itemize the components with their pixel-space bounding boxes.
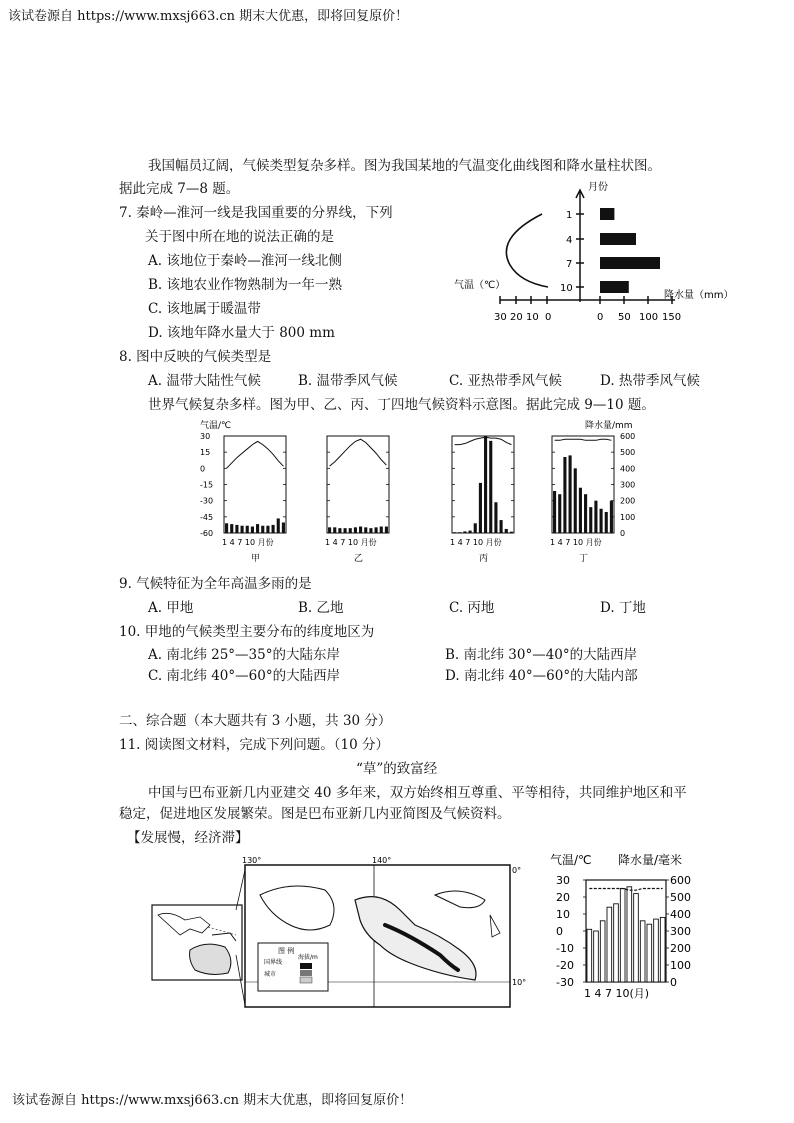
png-precip-bar — [607, 907, 612, 982]
png-temp-tick: -30 — [556, 976, 574, 989]
q8-option-b: B. 温带季风气候 — [298, 373, 398, 389]
map-lat-label: 0° — [512, 866, 522, 875]
png-precip-bar — [620, 889, 625, 983]
precip-bar — [594, 501, 597, 533]
png-precip-bar — [600, 921, 605, 982]
png-temp-tick: -10 — [556, 942, 574, 955]
map-lon-label: 140° — [372, 856, 392, 865]
png-precip-tick: 500 — [670, 891, 691, 904]
precip-bar — [354, 527, 357, 533]
png-precip-tick: 400 — [670, 908, 691, 921]
fig1-precip-bar — [600, 233, 636, 245]
precip-bar — [474, 523, 477, 533]
precip-bar — [328, 527, 331, 533]
four-temp-tick: -45 — [200, 512, 214, 522]
temp-curve — [330, 439, 387, 466]
precip-bar — [458, 532, 461, 533]
source-header: 该试卷源自 https://www.mxsj663.cn 期末大优惠，即将回复原价！ — [8, 9, 409, 24]
q9-option-b: B. 乙地 — [298, 600, 344, 616]
png-precip-bar — [647, 924, 652, 982]
q11-para-line2: 稳定，促进地区发展繁荣。图是巴布亚新几内亚简图及气候资料。 — [119, 806, 511, 822]
png-temp-tick: 20 — [556, 891, 570, 904]
four-temp-tick: -30 — [200, 496, 214, 506]
png-temp-tick: 30 — [556, 874, 570, 887]
png-precip-tick: 300 — [670, 925, 691, 938]
precip-bar — [251, 527, 254, 533]
figure-png-climograph — [548, 852, 698, 1007]
temp-curve — [555, 439, 612, 440]
fig1-month-7: 7 — [566, 259, 573, 270]
fig1-temp-tick: 0 — [545, 312, 552, 323]
fig1-month-4: 4 — [566, 235, 573, 246]
climograph-panel — [450, 436, 514, 564]
precip-bar — [600, 509, 603, 533]
precip-bar — [453, 532, 456, 533]
fig1-temp-tick: 10 — [526, 312, 539, 323]
precip-bar — [359, 527, 362, 533]
precip-bar — [246, 526, 249, 533]
precip-bar — [569, 455, 572, 533]
png-precip-tick: 0 — [670, 976, 677, 989]
precip-bar — [230, 524, 233, 533]
panel-name: 丁 — [579, 554, 589, 564]
png-precip-label: 降水量/毫米 — [618, 853, 683, 867]
four-temp-tick: 15 — [200, 448, 211, 458]
four-temp-tick: 30 — [200, 432, 211, 441]
q9-stem: 9. 气候特征为全年高温多雨的是 — [119, 576, 312, 592]
q10-option-b: B. 南北纬 30°—40°的大陆西岸 — [445, 647, 638, 663]
figure-four-climographs — [190, 418, 650, 573]
fig1-month-label: 月份 — [588, 182, 608, 193]
q7-stem-line2: 关于图中所在地的说法正确的是 — [145, 229, 334, 245]
precip-bar — [574, 468, 577, 533]
png-precip-bar — [614, 904, 619, 982]
precip-bar — [500, 520, 503, 533]
precip-bar — [344, 528, 347, 533]
four-temp-tick: -15 — [200, 480, 214, 490]
q8-stem: 8. 图中反映的气候类型是 — [119, 349, 272, 365]
fig1-month-1: 1 — [566, 210, 573, 221]
precip-bar — [369, 528, 372, 533]
panel-name: 乙 — [354, 554, 364, 564]
png-precip-bar — [654, 919, 659, 982]
map-legend-item: 城市 — [264, 971, 277, 978]
precip-bar — [338, 528, 341, 533]
fig1-precip-bar — [600, 281, 629, 293]
q8-option-a: A. 温带大陆性气候 — [148, 373, 261, 389]
map-legend-item: 国界线 — [264, 959, 283, 966]
q7-stem-line1: 7. 秦岭—淮河一线是我国重要的分界线，下列 — [119, 205, 393, 221]
precip-bar — [282, 522, 285, 533]
intro-2: 世界气候复杂多样。图为甲、乙、丙、丁四地气候资料示意图。据此完成 9—10 题。 — [148, 397, 655, 413]
panel-x-label: 1 4 7 10 月份 — [222, 538, 274, 547]
map-legend-title: 图 例 — [278, 947, 295, 955]
q11-subheading: 【发展慢，经济滞】 — [127, 830, 249, 846]
figure-png-map — [140, 855, 527, 1015]
q10-stem: 10. 甲地的气候类型主要分布的纬度地区为 — [119, 624, 375, 640]
q9-option-a: A. 甲地 — [148, 600, 194, 616]
precip-bar — [484, 436, 487, 533]
panel-x-label: 1 4 7 10 月份 — [450, 538, 502, 547]
precip-bar — [558, 494, 561, 533]
climograph-panel — [325, 436, 389, 564]
q9-option-c: C. 丙地 — [449, 600, 495, 616]
fig1-temp-tick: 20 — [510, 312, 523, 323]
fig1-precip-tick: 0 — [597, 312, 604, 323]
precip-bar — [380, 527, 383, 533]
fig1-precip-tick: 50 — [618, 312, 631, 323]
precip-bar — [505, 529, 508, 533]
climograph-panel — [222, 436, 286, 564]
temp-curve — [455, 437, 512, 445]
fig1-precip-label: 降水量（mm） — [664, 290, 734, 301]
panel-name: 丙 — [479, 554, 489, 564]
precip-bar — [349, 528, 352, 533]
precip-bar — [605, 512, 608, 533]
panel-x-label: 1 4 7 10 月份 — [550, 538, 602, 547]
q10-option-a: A. 南北纬 25°—35°的大陆东岸 — [148, 647, 340, 663]
intro-1-line2: 据此完成 7—8 题。 — [119, 181, 240, 197]
precip-bar — [385, 527, 388, 533]
q7-option-b: B. 该地农业作物熟制为一年一熟 — [148, 277, 343, 293]
q9-option-d: D. 丁地 — [600, 600, 646, 616]
fig1-temp-label: 气温（℃） — [454, 280, 506, 291]
precip-bar — [494, 502, 497, 533]
png-temp-curve — [589, 889, 662, 891]
four-temp-tick: 0 — [200, 464, 206, 474]
four-precip-tick: 400 — [620, 464, 636, 474]
temp-curve — [227, 441, 284, 468]
precip-bar — [266, 526, 269, 533]
png-temp-tick: -20 — [556, 959, 574, 972]
fig1-precip-bar — [600, 257, 660, 269]
png-precip-bar — [594, 931, 599, 982]
q10-option-c: C. 南北纬 40°—60°的大陆西岸 — [148, 668, 341, 684]
map-lon-label: 130° — [242, 856, 262, 865]
four-precip-tick: 300 — [620, 480, 636, 490]
precip-bar — [563, 457, 566, 533]
fig1-precip-tick: 100 — [639, 312, 659, 323]
png-precip-tick: 200 — [670, 942, 691, 955]
q8-option-c: C. 亚热带季风气候 — [449, 373, 562, 389]
precip-bar — [553, 491, 556, 533]
png-precip-bar — [627, 887, 632, 982]
precip-bar — [463, 531, 466, 533]
intro-1-line1: 我国幅员辽阔，气候类型复杂多样。图为我国某地的气温变化曲线图和降水量柱状图。 — [148, 158, 661, 174]
q8-option-d: D. 热带季风气候 — [600, 373, 700, 389]
fig1-precip-tick: 150 — [662, 312, 682, 323]
png-precip-bar — [634, 894, 639, 982]
q7-option-c: C. 该地属于暖温带 — [148, 301, 261, 317]
q7-option-d: D. 该地年降水量大于 800 mm — [148, 325, 335, 341]
climograph-panel — [550, 436, 614, 564]
q11-article-title: “草”的致富经 — [356, 761, 438, 777]
precip-bar — [610, 501, 613, 533]
fig1-temp-tick: 30 — [494, 312, 507, 323]
precip-bar — [333, 527, 336, 533]
png-temp-label: 气温/℃ — [550, 853, 592, 867]
png-temp-tick: 0 — [556, 925, 563, 938]
four-temp-tick: -60 — [200, 529, 214, 538]
png-temp-tick: 10 — [556, 908, 570, 921]
map-elev-label: 海拔/m — [298, 954, 318, 961]
four-precip-tick: 500 — [620, 448, 636, 458]
four-precip-tick: 0 — [620, 529, 626, 538]
png-precip-bar — [660, 917, 665, 982]
png-precip-tick: 600 — [670, 874, 691, 887]
precip-bar — [589, 507, 592, 533]
q7-option-a: A. 该地位于秦岭—淮河一线北侧 — [148, 253, 342, 269]
q11-stem: 11. 阅读图文材料，完成下列问题。（10 分） — [119, 737, 389, 753]
four-temp-label: 气温/℃ — [200, 421, 232, 431]
precip-bar — [584, 494, 587, 533]
precip-bar — [261, 526, 264, 533]
map-lat-label: 10° — [512, 978, 527, 987]
precip-bar — [364, 527, 367, 533]
precip-bar — [375, 527, 378, 533]
panel-name: 甲 — [251, 554, 261, 564]
precip-bar — [277, 518, 280, 533]
precip-bar — [469, 531, 472, 533]
four-precip-label: 降水量/mm — [585, 421, 633, 431]
source-footer: 该试卷源自 https://www.mxsj663.cn 期末大优惠，即将回复原价！ — [12, 1093, 413, 1108]
precip-bar — [235, 525, 238, 533]
precip-bar — [579, 488, 582, 533]
q11-para-line1: 中国与巴布亚新几内亚建交 40 多年来，双方始终相互尊重、平等相待，共同维护地区和平 — [148, 785, 687, 801]
precip-bar — [272, 525, 275, 533]
four-precip-tick: 200 — [620, 496, 636, 506]
png-precip-bar — [640, 921, 645, 982]
four-precip-tick: 100 — [620, 512, 636, 522]
figure-temp-precip — [440, 180, 750, 330]
section-2-title: 二、综合题（本大题共有 3 小题，共 30 分） — [119, 713, 392, 729]
fig1-month-10: 10 — [560, 283, 573, 294]
precip-bar — [489, 441, 492, 533]
png-precip-bar — [587, 929, 592, 982]
panel-x-label: 1 4 7 10 月份 — [325, 538, 377, 547]
fig1-precip-bar — [600, 208, 614, 220]
four-precip-tick: 600 — [620, 432, 636, 441]
precip-bar — [479, 483, 482, 533]
q10-option-d: D. 南北纬 40°—60°的大陆内部 — [445, 668, 638, 684]
precip-bar — [241, 526, 244, 533]
png-x-label: 1 4 7 10(月) — [584, 987, 650, 1000]
precip-bar — [256, 524, 259, 533]
precip-bar — [225, 523, 228, 533]
png-precip-tick: 100 — [670, 959, 691, 972]
precip-bar — [510, 532, 513, 533]
